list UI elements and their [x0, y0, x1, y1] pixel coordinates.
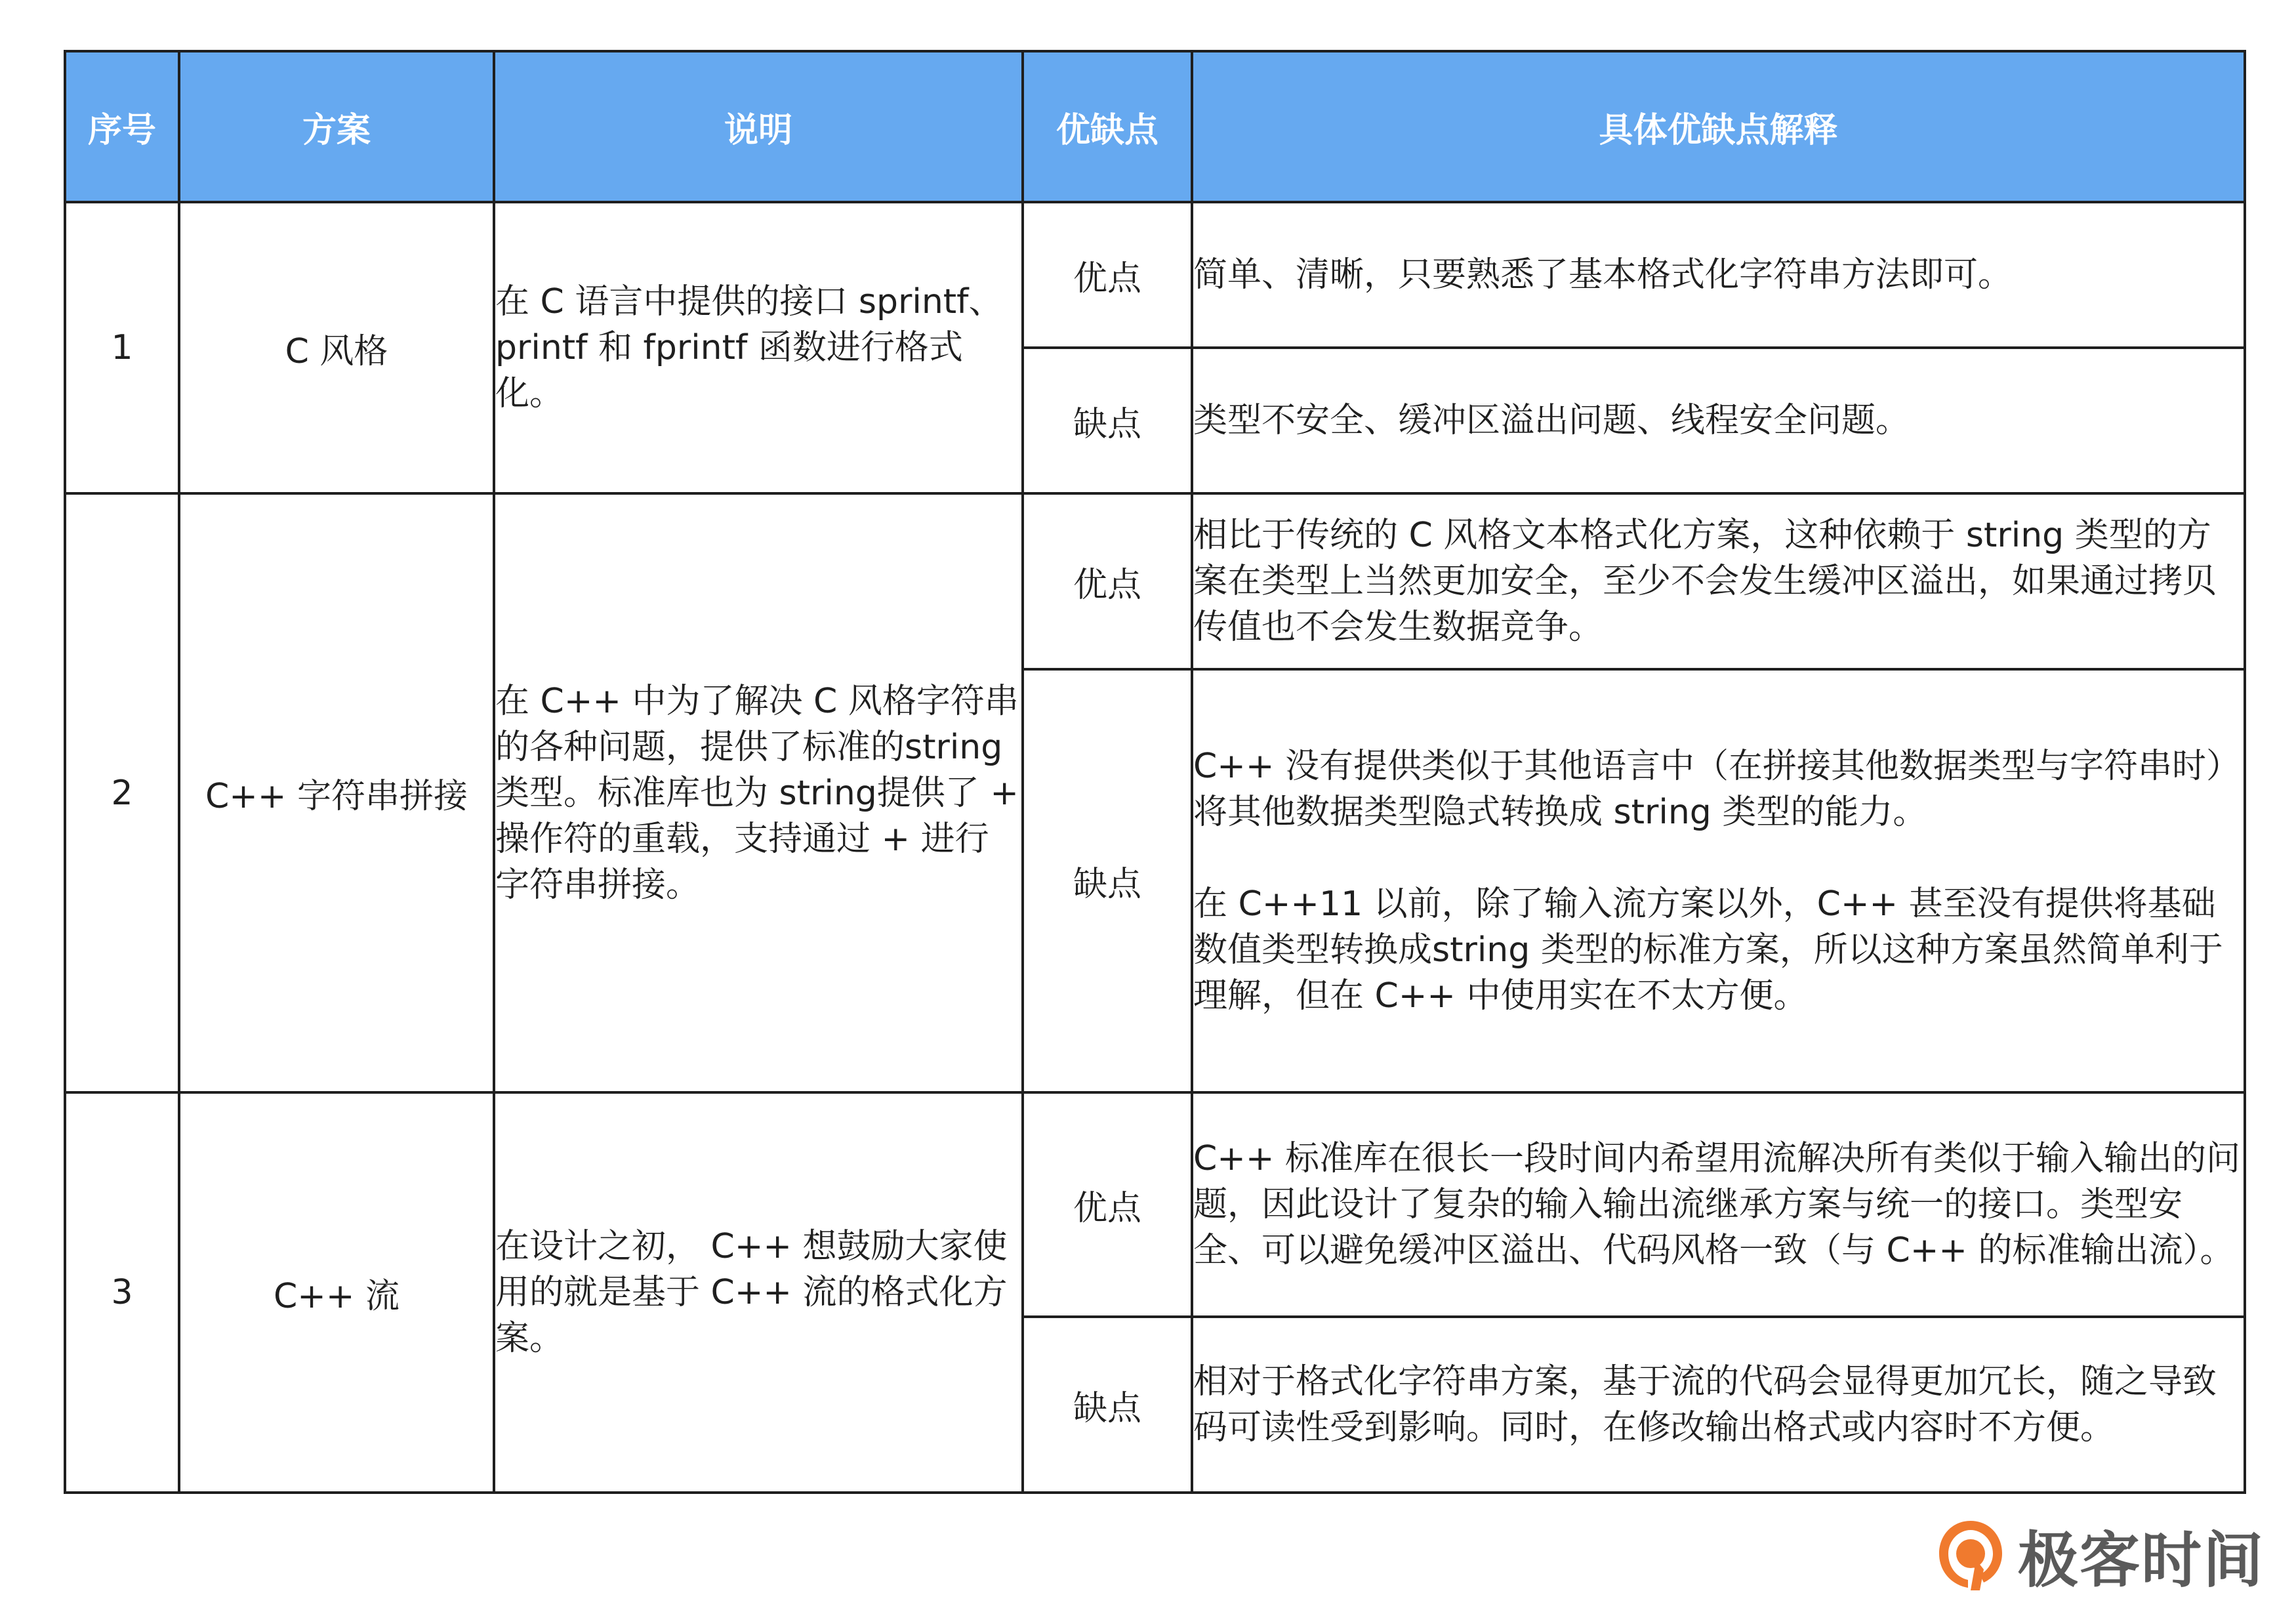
scheme-name: C++ 字符串拼接	[179, 493, 494, 1092]
scheme-description: 在设计之初， C++ 想鼓励大家使用的就是基于 C++ 流的格式化方案。	[494, 1092, 1023, 1493]
cons-explanation	[1192, 669, 2245, 1092]
header-pros-cons: 优缺点	[1023, 51, 1192, 202]
table-row	[65, 493, 2245, 669]
scheme-description: 在 C++ 中为了解决 C 风格字符串的各种问题，提供了标准的string 类型。标准库也为 string提供了 + 操作符的重载，支持通过 + 进行字符串拼接。	[494, 493, 1023, 1092]
cons-label: 缺点	[1023, 348, 1192, 493]
header-row	[65, 51, 2245, 202]
cons-explanation	[1192, 348, 2245, 493]
explanation-paragraph: C++ 标准库在很长一段时间内希望用流解决所有类似于输入输出的问题，因此设计了复杂的输入输出流继承方案与统一的接口。类型安全、可以避免缓冲区溢出、代码风格一致（与 C++ 的标准输出流）。	[1193, 1139, 2240, 1270]
header-number: 序号	[65, 51, 179, 202]
pros-explanation	[1192, 1092, 2245, 1317]
explanation-paragraph: 在 C++11 以前，除了输入流方案以外，C++ 甚至没有提供将基础数值类型转换成string 类型的标准方案，所以这种方案虽然简单利于理解，但在 C++ 中使用实在不太方便。	[1193, 884, 2223, 1016]
explanation-paragraph: 简单、清晰，只要熟悉了基本格式化字符串方法即可。	[1193, 255, 2013, 295]
scheme-name: C 风格	[179, 202, 494, 493]
pros-label: 优点	[1023, 202, 1192, 348]
geektime-logo-icon	[1934, 1517, 2007, 1594]
table-row	[65, 1092, 2245, 1317]
geektime-logo	[1934, 1512, 2265, 1599]
pros-label: 优点	[1023, 1092, 1192, 1317]
row-number: 3	[65, 1092, 179, 1493]
explanation-paragraph: 类型不安全、缓冲区溢出问题、线程安全问题。	[1193, 401, 1910, 440]
header-description: 说明	[494, 51, 1023, 202]
explanation-paragraph: 相比于传统的 C 风格文本格式化方案，这种依赖于 string 类型的方案在类型上当然更加安全，至少不会发生缓冲区溢出，如果通过拷贝传值也不会发生数据竞争。	[1193, 516, 2217, 647]
explanation-paragraph: 相对于格式化字符串方案，基于流的代码会显得更加冗长，随之导致码可读性受到影响。同时，在修改输出格式或内容时不方便。	[1193, 1362, 2217, 1447]
cons-label: 缺点	[1023, 669, 1192, 1092]
comparison-table	[64, 50, 2246, 1494]
row-number: 2	[65, 493, 179, 1092]
scheme-name: C++ 流	[179, 1092, 494, 1493]
logo-text: 极客时间	[2017, 1525, 2265, 1596]
pros-label: 优点	[1023, 493, 1192, 669]
pros-explanation	[1192, 493, 2245, 669]
pros-explanation	[1192, 202, 2245, 348]
header-explanation: 具体优缺点解释	[1192, 51, 2245, 202]
cons-label: 缺点	[1023, 1317, 1192, 1493]
cons-explanation	[1192, 1317, 2245, 1493]
header-scheme: 方案	[179, 51, 494, 202]
explanation-paragraph: C++ 没有提供类似于其他语言中（在拼接其他数据类型与字符串时）将其他数据类型隐式转换成 string 类型的能力。	[1193, 746, 2240, 832]
row-number: 1	[65, 202, 179, 493]
table-row	[65, 202, 2245, 348]
scheme-description: 在 C 语言中提供的接口 sprintf、printf 和 fprintf 函数进行格式化。	[494, 202, 1023, 493]
